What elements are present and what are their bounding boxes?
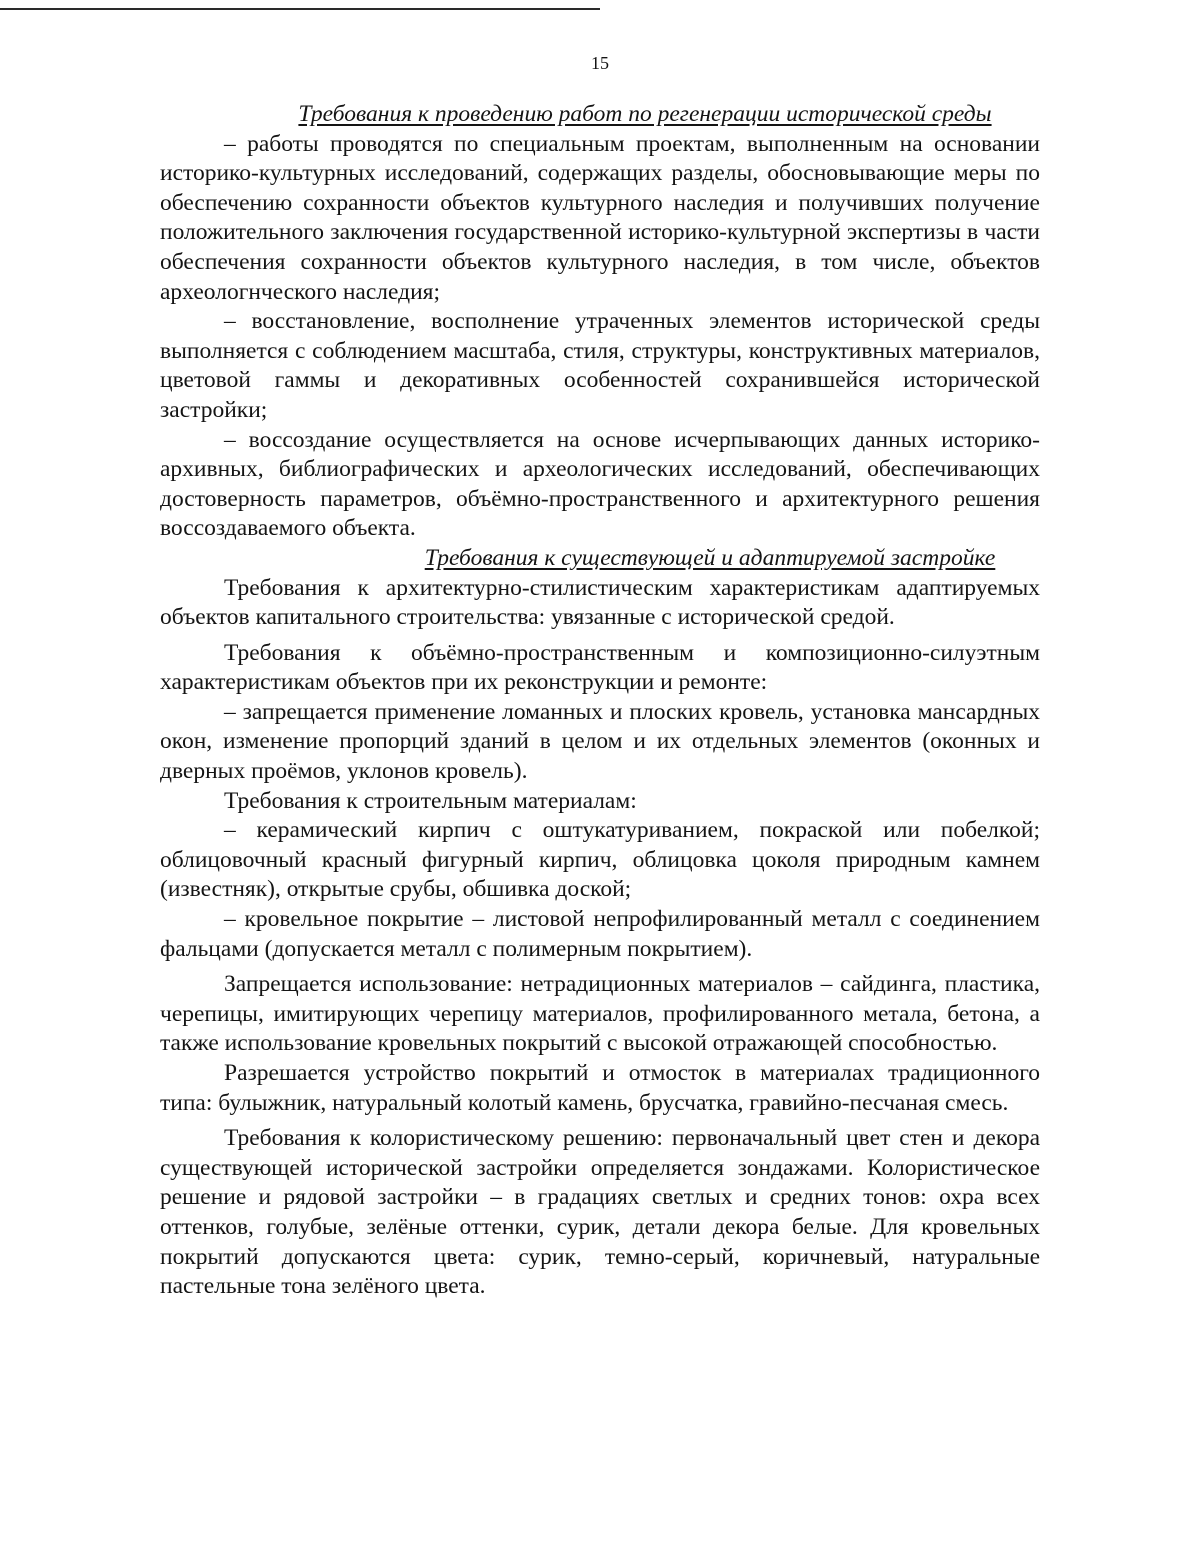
paragraph: – воссоздание осуществляется на основе исчерпывающих данных историко-архивных, библиографических и археологических исследований, обеспечивающих достоверность параметров, объёмно-пространственного и архитектурного решения воссоздаваемого объекта. — [160, 426, 1040, 542]
section-heading-regeneration: Требования к проведению работ по регенерации исторической среды — [298, 101, 992, 127]
paragraph: – восстановление, восполнение утраченных элементов исторической среды выполняется с соблюдением масштаба, стиля, структуры, конструктивных материалов, цветовой гаммы и декоративных особенностей сохранившейся исторической застройки; — [160, 308, 1040, 423]
paragraph: – запрещается применение ломанных и плоских кровель, установка мансардных окон, изменение пропорций зданий в целом и их отдельных элементов (оконных и дверных проёмов, уклонов кровель). — [160, 698, 1040, 785]
paragraph: – кровельное покрытие – листовой непрофилированный металл с соединением фальцами (допускается металл с полимерным покрытием). — [160, 906, 1040, 962]
section-heading-existing-buildings: Требования к существующей и адаптируемой застройке — [424, 544, 996, 571]
page-number: 15 — [591, 53, 609, 73]
paragraph: Требования к строительным материалам: — [224, 787, 637, 814]
paragraph: – керамический кирпич с оштукатуриванием, покраской или побелкой; облицовочный красный фигурный кирпич, облицовка цоколя природным камнем (известняк), открытые срубы, обшивка доской; — [160, 817, 1040, 903]
paragraph: Требования к объёмно-пространственным и композиционно-силуэтным характеристикам объектов при их реконструкции и ремонте: — [160, 639, 1040, 696]
scan-edge-line — [0, 8, 600, 10]
paragraph: Требования к архитектурно-стилистическим характеристикам адаптируемых объектов капитального строительства: увязанные с исторической средой. — [160, 574, 1040, 631]
paragraph: Требования к колористическому решению: первоначальный цвет стен и декора существующей исторической застройки определяется зондажами. Колористическое решение и рядовой застройки – в градациях светлых и средних тонов: охра всех оттенков, голубые, зелёные оттенки, сурик, детали декора белые. Для кровельных покрытий допускаются цвета: сурик, темно-серый, коричневый, натуральные пастельные тона зелёного цвета. — [160, 1125, 1040, 1300]
document-body — [160, 100, 1040, 1302]
paragraph: Запрещается использование: нетрадиционных материалов – сайдинга, пластика, черепицы, имитирующих черепицу материалов, профилированного метала, бетона, а также использование кровельных покрытий с высокой отражающей способностью. — [160, 971, 1040, 1057]
paragraph: – работы проводятся по специальным проектам, выполненным на основании историко-культурных исследований, содержащих разделы, обосновывающие меры по обеспечению сохранности объектов культурного наследия и получивших получение положительного заключения государственной историко-культурной экспертизы в части обеспечения сохранности объектов культурного наследия, в том числе, объектов археологнческого наследия; — [160, 130, 1040, 305]
paragraph: Разрешается устройство покрытий и отмосток в материалах традиционного типа: булыжник, натуральный колотый камень, брусчатка, гравийно-песчаная смесь. — [160, 1060, 1040, 1116]
